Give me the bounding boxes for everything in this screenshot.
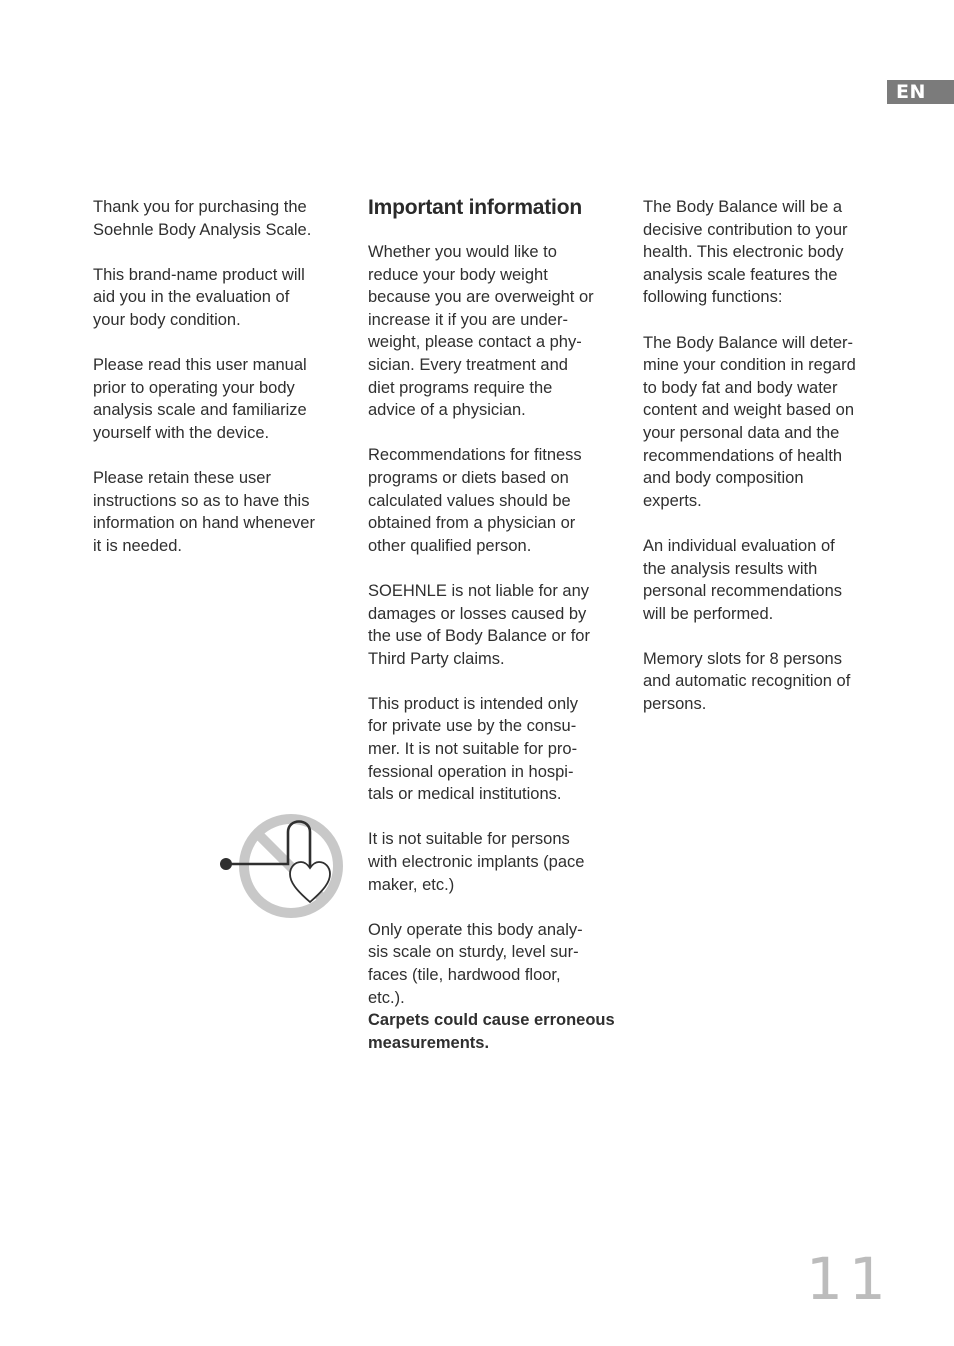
feature-paragraph-1: The Body Balance will be a decisive contribution to your health. This electronic body analysis scale features the following functions: [643,198,848,307]
section-heading: Important information [368,196,582,219]
features-column [643,196,893,738]
info-paragraph-3: SOEHNLE is not liable for any damages or losses caused by the use of Body Balance or for Third Party claims. [368,581,590,668]
intro-paragraph-1: Thank you for purchasing the Soehnle Body Analysis Scale. [93,198,312,239]
info-paragraph-2: Recommendations for fitness programs or diets based on calculated values should be obtained from a physician or other qualified person. [368,446,582,555]
page-number: 11 [806,1245,892,1313]
feature-paragraph-2: The Body Balance will deter- mine your condition in regard to body fat and body water content and weight based on your personal data and the recommendations of health and body composition experts. [643,333,856,510]
intro-paragraph-2: This brand-name product will aid you in the evaluation of your body condition. [93,265,305,329]
info-paragraph-5: It is not suitable for persons with electronic implants (pace maker, etc.) [368,830,585,894]
carpet-warning: Carpets could cause erroneous measurements. [368,1011,615,1052]
language-tab-en: EN [887,80,954,104]
intro-column [93,196,343,580]
info-paragraph-4: This product is intended only for private use by the consu- mer. It is not suitable for pro- fessional operation in hospi- tals or medical institutions. [368,694,579,804]
feature-paragraph-3: An individual evaluation of the analysis results with personal recommendations will be performed. [643,536,843,623]
feature-paragraph-4: Memory slots for 8 persons and automatic recognition of persons. [643,649,851,714]
info-paragraph-6: Only operate this body analy- sis scale on sturdy, level sur- faces (tile, hardwood floor, etc.). [368,920,583,1007]
info-paragraph-1: Whether you would like to reduce your body weight because you are overweight or increase it if you are under- weight, please contact a phy- sician. Every treatment and diet programs require the advice of a physician. [368,243,594,420]
intro-paragraph-4: Please retain these user instructions so as to have this information on hand whenever it is needed. [93,469,315,555]
no-pacemaker-icon [214,810,348,922]
important-information-column [368,196,618,1077]
intro-paragraph-3: Please read this user manual prior to operating your body analysis scale and familiarize yourself with the device. [93,356,307,442]
